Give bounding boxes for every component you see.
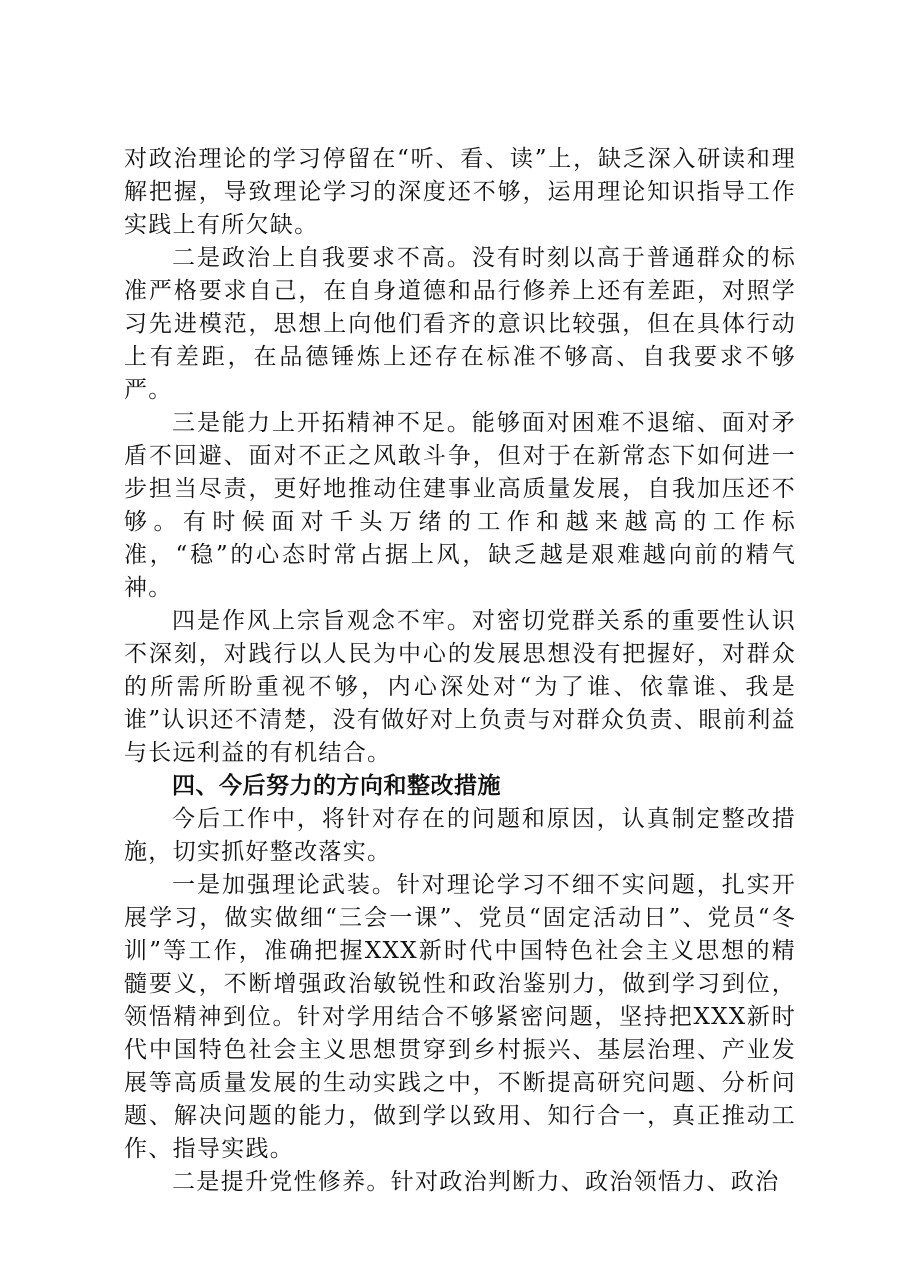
paragraph-pioneering-spirit: 三是能力上开拓精神不足。能够面对困难不退缩、面对矛盾不回避、面对不正之风敢斗争，但对于在新常态下如何进一步担当尽责，更好地推动住建事业高质量发展，自我加压还不够。有时候面对千头万绪的工作和越来越高的工作标准，“稳”的心态时常占据上风，缺乏越是艰难越向前的精气神。 xyxy=(124,410,796,601)
document-body xyxy=(124,143,796,1199)
paragraph-rectification-intro: 今后工作中，将针对存在的问题和原因，认真制定整改措施，切实抓好整改落实。 xyxy=(124,806,796,865)
paragraph-theory-study: 对政治理论的学习停留在“听、看、读”上，缺乏深入研读和理解把握，导致理论学习的深度还不够，运用理论知识指导工作实践上有所欠缺。 xyxy=(124,146,796,238)
paragraph-political-self-discipline: 二是政治上自我要求不高。没有时刻以高于普通群众的标准严格要求自己，在自身道德和品行修养上还有差距，对照学习先进模范，思想上向他们看齐的意识比较强，但在具体行动上有差距，在品德锤炼上还存在标准不够高、自我要求不够严。 xyxy=(124,245,796,403)
paragraph-work-style: 四是作风上宗旨观念不牢。对密切党群关系的重要性认识不深刻，对践行以人民为中心的发展思想没有把握好，对群众的所需所盼重视不够，内心深处对“为了谁、依靠谁、我是谁”认识还不清楚，没有做好对上负责与对群众负责、眼前利益与长远利益的有机结合。 xyxy=(124,608,796,766)
paragraph-party-spirit: 二是提升党性修养。针对政治判断力、政治领悟力、政治 xyxy=(172,1169,780,1195)
section-heading-rectification: 四、今后努力的方向和整改措施 xyxy=(172,773,501,799)
paragraph-theory-arming: 一是加强理论武装。针对理论学习不细不实问题，扎实开展学习，做实做细“三会一课”、党员“固定活动日”、党员“冬训”等工作，准确把握XXX新时代中国特色社会主义思想的精髓要义，不断增强政治敏锐性和政治鉴别力，做到学习到位，领悟精神到位。针对学用结合不够紧密问题，坚持把XXX新时代中国特色社会主义思想贯穿到乡村振兴、基层治理、产业发展等高质量发展的生动实践之中，不断提高研究问题、分析问题、解决问题的能力，做到学以致用、知行合一，真正推动工作、指导实践。 xyxy=(124,872,796,1162)
